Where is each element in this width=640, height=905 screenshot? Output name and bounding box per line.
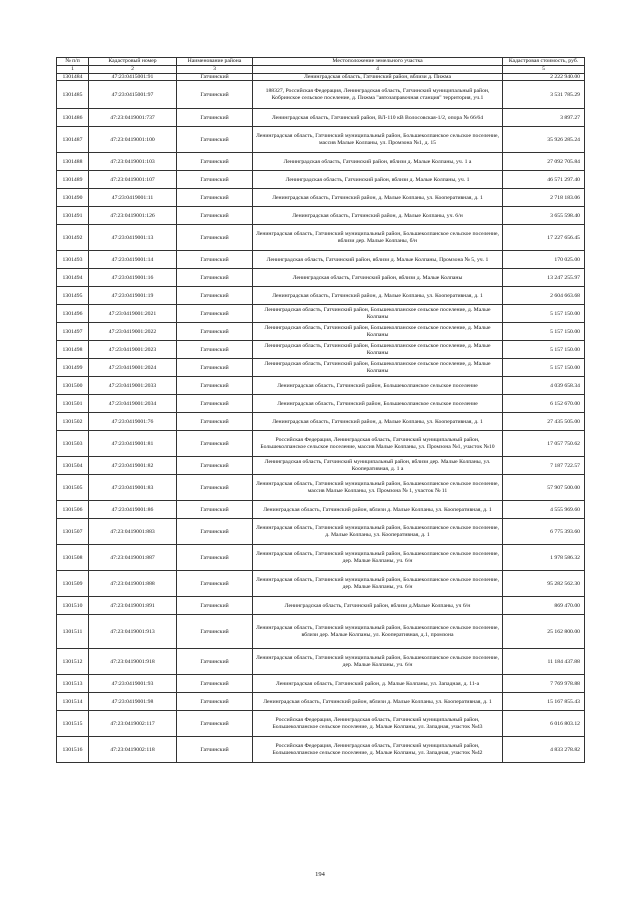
district-name: Гатчинский [177,615,253,649]
parcel-location: Ленинградская область, Гатчинский район, Большеколпанское сельское поселение [253,377,503,395]
row-number: 1301487 [57,127,89,153]
table-row [57,413,585,431]
page-number: 194 [315,871,325,878]
cadastral-value: 35 926 285.24 [503,127,585,153]
parcel-location: Ленинградская область, Гатчинский муниципальный район, Большеколпанское сельское поселение, массив Малые Колпаны, ул. Промзона №1, д. 15 [253,127,503,153]
parcel-location: Российская Федерация, Ленинградская область, Гатчинский муниципальный район, Большеколпанское сельское поселение, д. Малые Колпаны, ул. Западная, участок №42 [253,737,503,763]
cadastral-number: 47:23:0419001:13 [89,225,177,251]
cadastral-value: 46 571 297.40 [503,171,585,189]
parcel-location: Ленинградская область, Гатчинский район, вблизи д. Малые Колпаны [253,269,503,287]
row-number: 1301492 [57,225,89,251]
row-number: 1301515 [57,711,89,737]
row-number: 1301511 [57,615,89,649]
table-row [57,475,585,501]
parcel-location: Ленинградская область, Гатчинский муниципальный район, Большеколпанское сельское поселение, дер. Малые Колпаны, уч. 6/н [253,571,503,597]
column-index: 5 [503,66,585,74]
cadastral-number: 47:23:0419001:81 [89,431,177,457]
cadastral-value: 7 187 722.57 [503,457,585,475]
cadastral-number: 47:23:0419001:83 [89,475,177,501]
cadastral-number: 47:23:0419001:93 [89,675,177,693]
cadastral-number: 47:23:0419001:76 [89,413,177,431]
cadastral-number: 47:23:0419001:2022 [89,323,177,341]
row-number: 1301498 [57,341,89,359]
row-number: 1301484 [57,73,89,81]
cadastral-number: 47:23:0419002:117 [89,711,177,737]
table-row [57,395,585,413]
cadastral-value: 11 184 437.88 [503,649,585,675]
cadastral-number: 47:23:0419001:883 [89,519,177,545]
table-row [57,171,585,189]
cadastral-value: 170 025.00 [503,251,585,269]
district-name: Гатчинский [177,251,253,269]
row-number: 1301500 [57,377,89,395]
cadastral-number: 47:23:0419001:16 [89,269,177,287]
cadastral-number: 47:23:0419001:913 [89,615,177,649]
row-number: 1301490 [57,189,89,207]
parcel-location: Ленинградская область, Гатчинский район, д. Малые Колпаны, ул. Кооперативная, д. 1 [253,287,503,305]
parcel-location: Ленинградская область, Гатчинский муниципальный район, Большеколпанское сельское поселение, дер. Малые Колпаны, уч. 6/н [253,649,503,675]
register-sheet [56,57,584,763]
table-row [57,359,585,377]
cadastral-number: 47:23:0419001:2033 [89,377,177,395]
table-row [57,287,585,305]
row-number: 1301508 [57,545,89,571]
parcel-location: Ленинградская область, Гатчинский район, ВЛ-110 кВ Волосовская-1/2, опора № 66/64 [253,109,503,127]
cadastral-value: 3 897.27 [503,109,585,127]
table-body [57,73,585,763]
table-row [57,341,585,359]
table-row [57,323,585,341]
district-name: Гатчинский [177,73,253,81]
cadastral-value: 6 152 670.00 [503,395,585,413]
parcel-location: Ленинградская область, Гатчинский район, д. Малые Колпаны, ул. Западная, д. 11-а [253,675,503,693]
row-number: 1301499 [57,359,89,377]
cadastral-value-table [56,57,585,763]
cadastral-number: 47:23:0419001:100 [89,127,177,153]
cadastral-value: 13 247 255.97 [503,269,585,287]
parcel-location: Ленинградская область, Гатчинский район, Большеколпанское сельское поселение, д. Малые Колпаны [253,359,503,377]
parcel-location: Российская Федерация, Ленинградская область, Гатчинский муниципальный район, Большеколпанское сельское поселение, д. Малые Колпаны, ул. Западная, участок №43 [253,711,503,737]
row-number: 1301504 [57,457,89,475]
cadastral-number: 47:23:0419001:918 [89,649,177,675]
row-number: 1301491 [57,207,89,225]
column-index: 1 [57,66,89,74]
header-cadastral-number: Кадастровый номер [89,58,177,66]
cadastral-number: 47:23:0419001:891 [89,597,177,615]
cadastral-value: 5 157 150.00 [503,323,585,341]
cadastral-value: 5 157 150.00 [503,305,585,323]
row-number: 1301494 [57,269,89,287]
parcel-location: Ленинградская область, Гатчинский муниципальный район, Большеколпанское сельское поселение, вблизи дер. Малые Колпаны, ул. Кооперативная, д.1, промзона [253,615,503,649]
district-name: Гатчинский [177,545,253,571]
parcel-location: Ленинградская область, Гатчинский район, вблизи д.Малые Колпаны, уч 6/н [253,597,503,615]
cadastral-number: 47:23:0419001:126 [89,207,177,225]
cadastral-value: 869 470.00 [503,597,585,615]
table-row [57,207,585,225]
district-name: Гатчинский [177,519,253,545]
header-row [57,58,585,66]
table-row [57,189,585,207]
row-number: 1301505 [57,475,89,501]
cadastral-value: 1 978 586.32 [503,545,585,571]
cadastral-value: 3 655 598.40 [503,207,585,225]
cadastral-value: 27 435 505.00 [503,413,585,431]
cadastral-number: 47:23:0419001:86 [89,501,177,519]
row-number: 1301496 [57,305,89,323]
cadastral-number: 47:23:0419001:888 [89,571,177,597]
parcel-location: Ленинградская область, Гатчинский район, вблизи д. Малые Колпаны, ул. Кооперативная, д. 1 [253,693,503,711]
parcel-location: 188327, Российская Федерация, Ленинградская область, Гатчинский муниципальный район, Кобринское сельское поселение, д. Пижма "автозаправочная станция" территория, уч.1 [253,81,503,109]
column-index: 3 [177,66,253,74]
district-name: Гатчинский [177,711,253,737]
cadastral-value: 5 157 150.00 [503,359,585,377]
table-row [57,153,585,171]
parcel-location: Ленинградская область, Гатчинский район, д. Малые Колпаны, ул. Кооперативная, д. 1 [253,413,503,431]
table-row [57,737,585,763]
cadastral-value: 7 769 978.88 [503,675,585,693]
table-row [57,225,585,251]
district-name: Гатчинский [177,457,253,475]
row-number: 1301516 [57,737,89,763]
header-district: Наименование района [177,58,253,66]
table-row [57,109,585,127]
row-number: 1301512 [57,649,89,675]
cadastral-number: 47:23:0419001:82 [89,457,177,475]
table-row [57,251,585,269]
district-name: Гатчинский [177,127,253,153]
district-name: Гатчинский [177,475,253,501]
table-row [57,693,585,711]
row-number: 1301489 [57,171,89,189]
cadastral-value: 2 604 663.68 [503,287,585,305]
district-name: Гатчинский [177,395,253,413]
cadastral-number: 47:23:0419001:14 [89,251,177,269]
cadastral-value: 6 775 393.60 [503,519,585,545]
parcel-location: Ленинградская область, Гатчинский район, вблизи д. Малые Колпаны, уч. 1 а [253,153,503,171]
parcel-location: Российская Федерация, Ленинградская область, Гатчинский муниципальный район, Большеколпанское сельское поселение, массив Малые Колпаны, ул. Промзона №1, участок №10 [253,431,503,457]
cadastral-number: 47:23:0419001:103 [89,153,177,171]
row-number: 1301509 [57,571,89,597]
parcel-location: Ленинградская область, Гатчинский муниципальный район, Большеколпанское сельское поселение, вблизи дер. Малые Колпаны, б/н [253,225,503,251]
district-name: Гатчинский [177,597,253,615]
cadastral-number: 47:23:0419001:98 [89,693,177,711]
cadastral-number: 47:23:0419002:118 [89,737,177,763]
row-number: 1301513 [57,675,89,693]
district-name: Гатчинский [177,269,253,287]
header-number: № п/п [57,58,89,66]
district-name: Гатчинский [177,287,253,305]
parcel-location: Ленинградская область, Гатчинский район, Большеколпанское сельское поселение, д. Малые Колпаны [253,323,503,341]
parcel-location: Ленинградская область, Гатчинский муниципальный район, Большеколпанское сельское поселение, дер. Малые Колпаны, уч. 6/н [253,545,503,571]
table-row [57,127,585,153]
cadastral-value: 25 162 800.00 [503,615,585,649]
table-row [57,597,585,615]
row-number: 1301486 [57,109,89,127]
district-name: Гатчинский [177,377,253,395]
parcel-location: Ленинградская область, Гатчинский район, вблизи д. Малые Колпаны, Промзона № 5, уч. 1 [253,251,503,269]
table-row [57,73,585,81]
parcel-location: Ленинградская область, Гатчинский район, Большеколпанское сельское поселение [253,395,503,413]
district-name: Гатчинский [177,225,253,251]
table-row [57,649,585,675]
district-name: Гатчинский [177,737,253,763]
parcel-location: Ленинградская область, Гатчинский муниципальный район, вблизи дер. Малые Колпаны, ул. Кооперативная, д. 1 а [253,457,503,475]
column-index: 2 [89,66,177,74]
district-name: Гатчинский [177,189,253,207]
district-name: Гатчинский [177,359,253,377]
cadastral-value: 3 531 785.29 [503,81,585,109]
district-name: Гатчинский [177,413,253,431]
parcel-location: Ленинградская область, Гатчинский район, вблизи д. Малые Колпаны, ул. Кооперативная, д. 1 [253,501,503,519]
district-name: Гатчинский [177,675,253,693]
parcel-location: Ленинградская область, Гатчинский муниципальный район, Большеколпанское сельское поселение, массив Малые Колпаны, ул. Промзона № 1, участок № 11 [253,475,503,501]
column-index-row [57,66,585,74]
cadastral-number: 47:23:0419001:19 [89,287,177,305]
header-location: Местоположение земельного участка [253,58,503,66]
cadastral-value: 17 057 750.62 [503,431,585,457]
cadastral-value: 6 016 803.12 [503,711,585,737]
table-row [57,519,585,545]
row-number: 1301493 [57,251,89,269]
cadastral-number: 47:23:0419001:11 [89,189,177,207]
table-row [57,615,585,649]
column-index: 4 [253,66,503,74]
table-row [57,269,585,287]
table-row [57,431,585,457]
row-number: 1301497 [57,323,89,341]
cadastral-number: 47:23:0419001:2021 [89,305,177,323]
table-row [57,377,585,395]
district-name: Гатчинский [177,501,253,519]
row-number: 1301503 [57,431,89,457]
table-row [57,571,585,597]
table-row [57,545,585,571]
district-name: Гатчинский [177,571,253,597]
cadastral-number: 47:23:0419001:2023 [89,341,177,359]
district-name: Гатчинский [177,693,253,711]
district-name: Гатчинский [177,109,253,127]
parcel-location: Ленинградская область, Гатчинский район, вблизи д. Пижма [253,73,503,81]
district-name: Гатчинский [177,649,253,675]
cadastral-value: 27 092 705.84 [503,153,585,171]
district-name: Гатчинский [177,431,253,457]
row-number: 1301502 [57,413,89,431]
parcel-location: Ленинградская область, Гатчинский район, Большеколпанское сельское поселение, д. Малые Колпаны [253,305,503,323]
row-number: 1301485 [57,81,89,109]
cadastral-value: 57 907 500.00 [503,475,585,501]
cadastral-value: 4 039 658.34 [503,377,585,395]
cadastral-number: 47:23:0419001:107 [89,171,177,189]
district-name: Гатчинский [177,153,253,171]
table-row [57,81,585,109]
row-number: 1301488 [57,153,89,171]
cadastral-value: 4 833 278.82 [503,737,585,763]
row-number: 1301495 [57,287,89,305]
cadastral-number: 47:23:0419001:2034 [89,395,177,413]
district-name: Гатчинский [177,341,253,359]
row-number: 1301501 [57,395,89,413]
table-row [57,501,585,519]
cadastral-value: 95 282 562.30 [503,571,585,597]
district-name: Гатчинский [177,171,253,189]
district-name: Гатчинский [177,81,253,109]
cadastral-value: 15 167 855.43 [503,693,585,711]
parcel-location: Ленинградская область, Гатчинский район, д. Малые Колпаны, ул. Кооперативная, д. 1 [253,189,503,207]
table-row [57,305,585,323]
parcel-location: Ленинградская область, Гатчинский муниципальный район, Большеколпанское сельское поселение, д. Малые Колпаны, ул. Кооперативная, д. 1 [253,519,503,545]
row-number: 1301507 [57,519,89,545]
cadastral-value: 4 555 969.60 [503,501,585,519]
parcel-location: Ленинградская область, Гатчинский район, вблизи д. Малые Колпаны, уч. 1 [253,171,503,189]
parcel-location: Ленинградская область, Гатчинский район, д. Малые Колпаны, уч. 6/н [253,207,503,225]
table-row [57,711,585,737]
table-row [57,675,585,693]
row-number: 1301514 [57,693,89,711]
cadastral-number: 47:23:0415001:91 [89,73,177,81]
header-cadastral-value: Кадастровая стоимость, руб. [503,58,585,66]
cadastral-value: 2 222 940.00 [503,73,585,81]
table-row [57,457,585,475]
district-name: Гатчинский [177,323,253,341]
cadastral-value: 5 157 150.00 [503,341,585,359]
cadastral-value: 17 227 656.45 [503,225,585,251]
cadastral-number: 47:23:0419001:887 [89,545,177,571]
row-number: 1301510 [57,597,89,615]
parcel-location: Ленинградская область, Гатчинский район, Большеколпанское сельское поселение, д. Малые Колпаны [253,341,503,359]
district-name: Гатчинский [177,207,253,225]
cadastral-value: 2 718 183.06 [503,189,585,207]
district-name: Гатчинский [177,305,253,323]
cadastral-number: 47:23:0419001:737 [89,109,177,127]
cadastral-number: 47:23:0415001:97 [89,81,177,109]
row-number: 1301506 [57,501,89,519]
cadastral-number: 47:23:0419001:2024 [89,359,177,377]
